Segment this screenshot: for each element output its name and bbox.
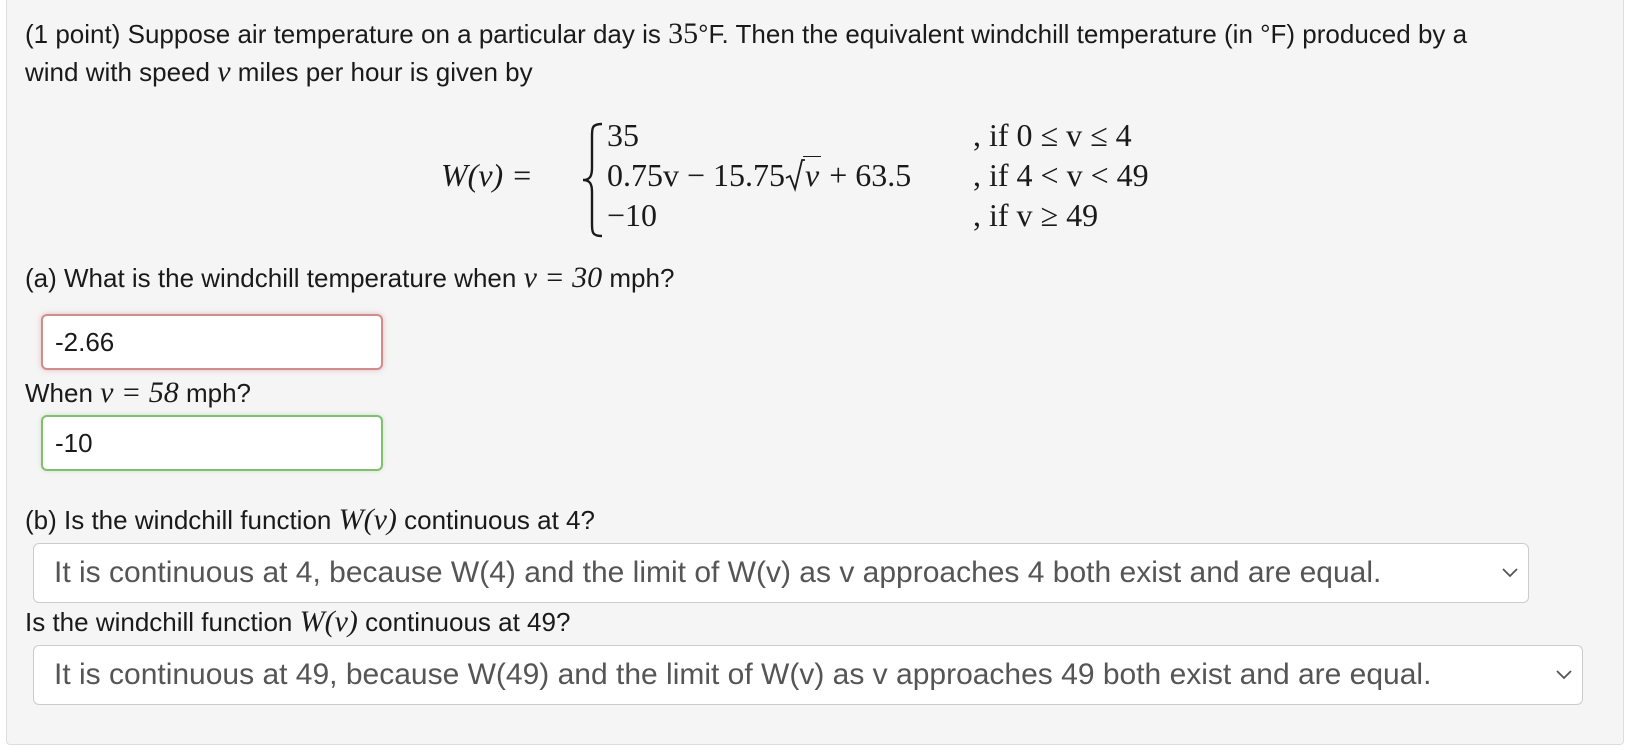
chevron-down-icon (1502, 544, 1518, 578)
case2-value: 0.75v − 15.75 v + 63.5 (607, 157, 912, 193)
continuity-select-49[interactable] (33, 645, 1583, 705)
part-a-question2-math: v = 58 (100, 376, 179, 409)
intro-line2-a: wind with speed (25, 57, 210, 87)
continuity-select-49-value: It is continuous at 49, because W(49) and the limit of W(v) as v approaches 49 both exist and are equal. (54, 658, 1432, 691)
part-a-question-2: When v = 58 mph? (25, 376, 251, 409)
intro-line2-b: miles per hour is given by (237, 57, 533, 87)
sqrt-icon: v (785, 155, 821, 195)
problem-panel (6, 0, 1624, 745)
var-v: v (217, 55, 231, 88)
continuity-select-4[interactable] (33, 543, 1529, 603)
temp-value: 35 (668, 17, 699, 50)
part-b-question-2: Is the windchill function W(v) continuous at 49? (25, 605, 571, 638)
formula-lhs: W(v) = (441, 157, 533, 193)
case3-value: −10 (607, 197, 658, 233)
case1-value: 35 (607, 117, 639, 153)
case2-condition: , if 4 < v < 49 (973, 157, 1149, 193)
temp-unit: °F (698, 19, 722, 49)
case1-condition: , if 0 ≤ v ≤ 4 (973, 117, 1132, 153)
part-a-question-math: v = 30 (523, 261, 603, 294)
continuity-select-4-value: It is continuous at 4, because W(4) and the limit of W(v) as v approaches 4 both exist and are equal. (54, 556, 1382, 589)
part-b-q2-math: W(v) (299, 605, 358, 638)
answer-input-a1[interactable] (41, 314, 383, 370)
left-brace-icon (580, 122, 606, 238)
intro-line-2 (25, 56, 533, 88)
part-b-question-1: (b) Is the windchill function W(v) continuous at 4? (25, 503, 595, 536)
intro-line-1 (25, 18, 1467, 50)
part-b-q1-math: W(v) (338, 503, 397, 536)
intro-middle: . Then the equivalent windchill temperature (in °F) produced by a (721, 19, 1468, 49)
intro-prefix: (1 point) Suppose air temperature on a particular day is (25, 19, 661, 49)
part-a-question: (a) What is the windchill temperature when v = 30 mph? (25, 261, 675, 294)
case3-condition: , if v ≥ 49 (973, 197, 1099, 233)
chevron-down-icon (1556, 646, 1572, 680)
answer-input-a2[interactable] (41, 415, 383, 471)
